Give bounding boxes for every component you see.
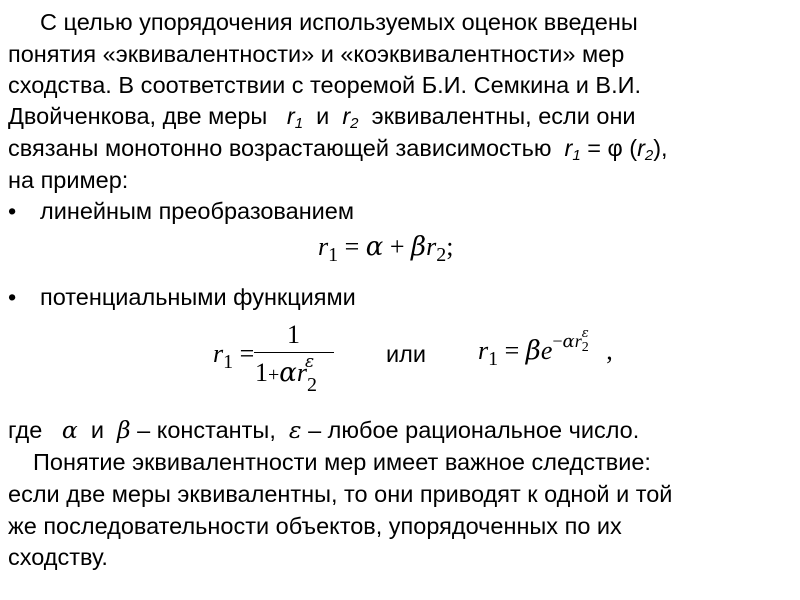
bullet-mark: • (8, 198, 17, 224)
text-line (8, 134, 668, 170)
formula-exp (478, 326, 613, 370)
equals: = (344, 232, 360, 261)
text-line: если две меры эквивалентны, то они приводят к одной и той (8, 481, 673, 507)
text: – константы, (137, 417, 276, 443)
text: – любое рациональное число. (308, 417, 640, 443)
text-line (8, 102, 636, 138)
bullet-mark: • (8, 284, 17, 310)
fraction-bar (254, 352, 334, 353)
var-r: r (318, 232, 329, 261)
bullet-text: потенциальными функциями (40, 284, 356, 310)
plus: + (389, 232, 405, 261)
var-r: r (478, 336, 489, 365)
subscript: 1 (328, 244, 339, 266)
var-r: r (637, 135, 645, 161)
subscript: 2 (581, 340, 589, 355)
bullet-text: линейным преобразованием (40, 198, 355, 224)
fraction-denominator (255, 352, 326, 396)
minus: − (552, 331, 563, 351)
text: ), (653, 135, 668, 161)
text: и (90, 417, 104, 443)
var-r: r (296, 358, 307, 387)
text-line: сходству. (8, 544, 108, 570)
text-line: Понятие эквивалентности мер имеет важное следствие: (33, 449, 651, 475)
epsilon-symbol: ε (581, 326, 589, 341)
text: где (8, 417, 43, 443)
subscript: 2 (306, 374, 317, 396)
text-line: сходства. В соответствии с теоремой Б.И. Семкина и В.И. (8, 72, 642, 98)
subscript: 1 (488, 348, 499, 370)
subscript: 2 (644, 147, 654, 164)
alpha-symbol: α (562, 331, 575, 352)
plus: + (268, 364, 280, 386)
text-or: или (386, 341, 426, 367)
comma: , (606, 336, 613, 365)
text-line (8, 416, 639, 444)
text-line: С целью упорядочения используемых оценок введены (40, 9, 638, 35)
text-line: на пример: (8, 167, 129, 193)
fraction-numerator: 1 (287, 320, 300, 349)
beta-symbol: β (117, 416, 131, 444)
alpha-symbol: α (365, 232, 384, 262)
alpha-symbol: α (279, 358, 297, 388)
equals: = (504, 336, 520, 365)
var-r: r (426, 232, 437, 261)
text-line: же последовательности объектов, упорядоченных по их (8, 513, 622, 539)
text: Двойченкова, две меры (8, 103, 268, 129)
epsilon-symbol: ε (288, 416, 302, 444)
equals: = (239, 339, 255, 368)
text: = φ ( (587, 135, 638, 161)
semicolon: ; (446, 232, 454, 261)
alpha-symbol: α (61, 416, 78, 444)
text: эквивалентны, если они (371, 103, 636, 129)
text: и (316, 103, 330, 129)
subscript: 2 (350, 115, 359, 132)
var-r: r (286, 103, 295, 129)
one: 1 (255, 358, 268, 387)
var-e: e (540, 336, 553, 365)
var-r: r (213, 339, 224, 368)
subscript: 2 (436, 244, 447, 266)
formula-linear (318, 232, 454, 266)
subscript: 1 (572, 147, 581, 164)
subscript: 1 (223, 351, 234, 373)
var-r: r (564, 135, 573, 161)
formula-fraction-lhs (213, 339, 255, 373)
epsilon-symbol: ε (304, 352, 315, 372)
text: связаны монотонно возрастающей зависимостью (8, 135, 552, 161)
exponent (552, 326, 595, 355)
var-r: r (342, 103, 351, 129)
var-r: r (574, 331, 582, 351)
beta-symbol: β (411, 232, 427, 262)
subscript: 1 (294, 115, 304, 132)
beta-symbol: β (525, 336, 541, 366)
text-line: понятия «эквивалентности» и «коэквивалентности» мер (8, 41, 625, 67)
